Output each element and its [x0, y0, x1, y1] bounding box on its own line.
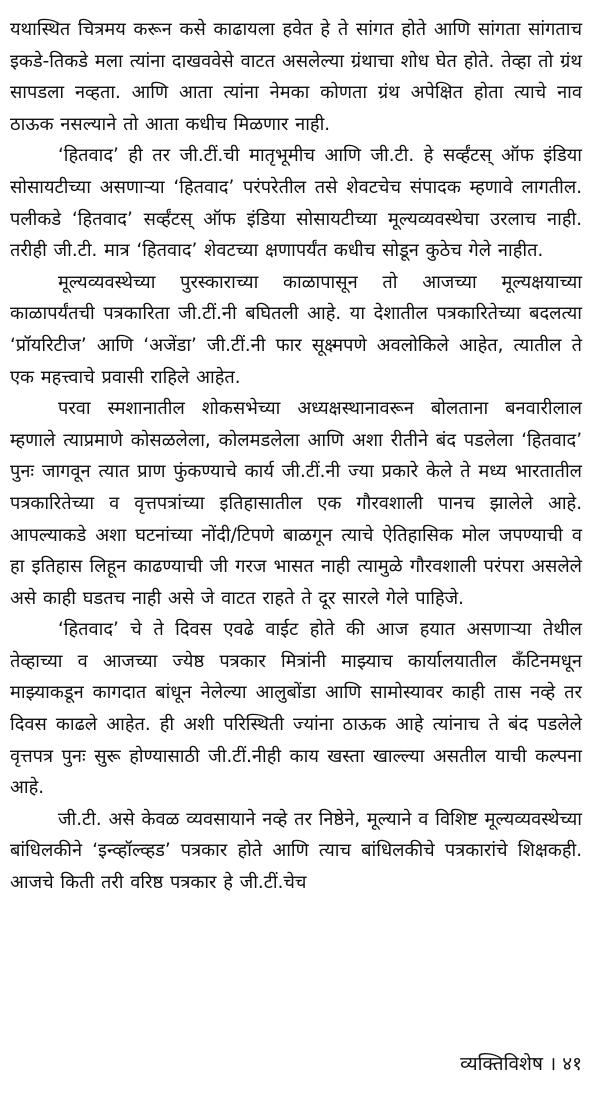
paragraph-6: जी.टी. असे केवळ व्यवसायाने नव्हे तर निष्ठेने, मूल्याने व विशिष्ट मूल्यव्यवस्थेच्या बांधिलकीने ‘इन्व्हॉल्व्हड’ पत्रकार होते आणि त्याच बांधिलकीचे पत्रकारांचे शिक्षकही. आजचे किती तरी वरिष्ठ पत्रकार हे जी.टीं.चेच	[10, 808, 582, 894]
body-text	[10, 14, 582, 899]
paragraph-3: मूल्यव्यवस्थेच्या पुरस्काराच्या काळापासून तो आजच्या मूल्यक्षयाच्या काळापर्यंतची पत्रकारिता जी.टीं.नी बघितली आहे. या देशातील पत्रकारितेच्या बदलत्या ‘प्रॉयरिटीज’ आणि ‘अजेंडा’ जी.टीं.नी फार सूक्ष्मपणे अवलोकिले आहेत, त्यातील ते एक महत्त्वाचे प्रवासी राहिले आहेत.	[10, 271, 582, 388]
paragraph-4: परवा स्मशानातील शोकसभेच्या अध्यक्षस्थानावरून बोलताना बनवारीलाल म्हणाले त्याप्रमाणे कोसळलेला, कोलमडलेला आणि अशा रीतीने बंद पडलेला ‘हितवाद’ पुनः जागवून त्यात प्राण फुंकण्याचे कार्य जी.टीं.नी ज्या प्रकारे केले ते मध्य भारतातील पत्रकारितेच्या व वृत्तपत्रांच्या इतिहासातील एक गौरवशाली पानच झालेले आहे. आपल्याकडे अशा घटनांच्या नोंदी/टिपणे बाळगून त्याचे ऐतिहासिक मोल जपण्याची व हा इतिहास लिहून काढण्याची जी गरज भासत नाही त्यामुळे गौरवशाली परंपरा असलेले असे काही घडतच नाही असे जे वाटत राहते ते दूर सारले गेले पाहिजे.	[10, 398, 582, 609]
paragraph-2: ‘हितवाद’ ही तर जी.टीं.ची मातृभूमीच आणि जी.टी. हे सर्व्हंटस् ऑफ इंडिया सोसायटीच्या असणाऱ्या ‘हितवाद’ परंपरेतील तसे शेवटचेच संपादक म्हणावे लागतील. पलीकडे ‘हितवाद’ सर्व्हंटस् ऑफ इंडिया सोसायटीच्या मूल्यव्यवस्थेचा उरलाच नाही. तरीही जी.टी. मात्र ‘हितवाद’ शेवटच्या क्षणापर्यंत कधीच सोडून कुठेच गेले नाहीत.	[10, 145, 582, 262]
paragraph-1: यथास्थित चित्रमय करून कसे काढायला हवेत हे ते सांगत होते आणि सांगता सांगताच इकडे-तिकडे मला त्यांना दाखववेसे वाटत असलेल्या ग्रंथाचा शोध घेत होते. तेव्हा तो ग्रंथ सापडला नव्हता. आणि आता त्यांना नेमका कोणता ग्रंथ अपेक्षित होता त्याचे नाव ठाऊक नसल्याने तो आता कधीच मिळणार नाही.	[10, 19, 582, 135]
running-footer: व्यक्तिविशेष । ४१	[460, 1053, 582, 1075]
paragraph-5: ‘हितवाद’ चे ते दिवस एवढे वाईट होते की आज हयात असणाऱ्या तेथील तेव्हाच्या व आजच्या ज्येष्ठ पत्रकार मित्रांनी माझ्याच कार्यालयातील कँटिनमधून माझ्याकडून कागदात बांधून नेलेल्या आलुबोंडा आणि सामोस्यावर काही तास नव्हे तर दिवस काढले आहेत. ही अशी परिस्थिती ज्यांना ठाऊक आहे त्यांनाच ते बंद पडलेले वृत्तपत्र पुनः सुरू होण्यासाठी जी.टीं.नीही काय खस्ता खाल्ल्या असतील याची कल्पना आहे.	[10, 619, 582, 799]
